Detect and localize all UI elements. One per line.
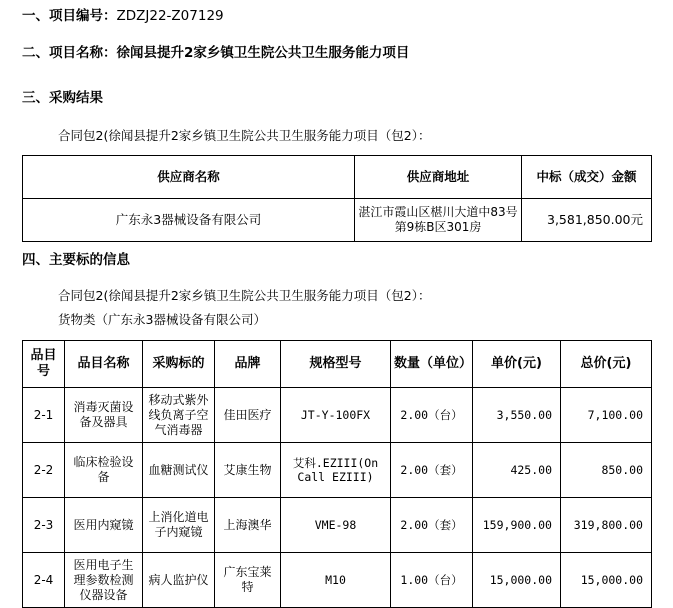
item-unit-price: 3,550.00 bbox=[473, 388, 561, 443]
item-quantity: 1.00（台） bbox=[391, 553, 473, 608]
item-model: JT-Y-100FX bbox=[281, 388, 391, 443]
award-amount-value: 3,581,850.00元 bbox=[522, 199, 652, 242]
col-quantity-unit: 数量（单位） bbox=[391, 341, 473, 388]
item-unit-price: 425.00 bbox=[473, 443, 561, 498]
supplier-table bbox=[22, 155, 652, 242]
col-supplier-address: 供应商地址 bbox=[355, 156, 522, 199]
contract-package-line-1: 合同包2(徐闻县提升2家乡镇卫生院公共卫生服务能力项目（包2）： bbox=[58, 128, 431, 143]
goods-category-line: 货物类（广东永3器械设备有限公司） bbox=[58, 312, 266, 327]
col-unit-price: 单价(元) bbox=[473, 341, 561, 388]
table-header-row bbox=[23, 341, 652, 388]
project-number-value: ZDZJ22-Z07129 bbox=[116, 8, 224, 24]
item-total-price: 7,100.00 bbox=[561, 388, 652, 443]
items-table bbox=[22, 340, 652, 608]
table-row bbox=[23, 553, 652, 608]
supplier-address-value: 湛江市霞山区椹川大道中83号第9栋B区301房 bbox=[355, 199, 522, 242]
item-no: 2-3 bbox=[23, 498, 65, 553]
item-model: VME-98 bbox=[281, 498, 391, 553]
section-project-number bbox=[22, 8, 224, 24]
col-item-category: 品目名称 bbox=[65, 341, 143, 388]
item-total-price: 850.00 bbox=[561, 443, 652, 498]
contract-package-line-2: 合同包2(徐闻县提升2家乡镇卫生院公共卫生服务能力项目（包2）： bbox=[58, 288, 431, 303]
table-row bbox=[23, 199, 652, 242]
item-category: 临床检验设备 bbox=[65, 443, 143, 498]
item-model: 艾科.EZIII(On Call EZIII) bbox=[281, 443, 391, 498]
supplier-name-value: 广东永3器械设备有限公司 bbox=[23, 199, 355, 242]
item-model: M10 bbox=[281, 553, 391, 608]
section-2-label: 二、项目名称： bbox=[22, 45, 117, 61]
item-total-price: 15,000.00 bbox=[561, 553, 652, 608]
item-no: 2-2 bbox=[23, 443, 65, 498]
item-brand: 佳田医疗 bbox=[215, 388, 281, 443]
item-no: 2-1 bbox=[23, 388, 65, 443]
item-subject: 上消化道电子内窥镜 bbox=[143, 498, 215, 553]
item-brand: 艾康生物 bbox=[215, 443, 281, 498]
col-procurement-subject: 采购标的 bbox=[143, 341, 215, 388]
col-item-no: 品目号 bbox=[23, 341, 65, 388]
item-subject: 移动式紫外线负离子空气消毒器 bbox=[143, 388, 215, 443]
col-model: 规格型号 bbox=[281, 341, 391, 388]
item-subject: 血糖测试仪 bbox=[143, 443, 215, 498]
item-quantity: 2.00（套） bbox=[391, 443, 473, 498]
section-project-name bbox=[22, 45, 409, 61]
section-main-subject-info bbox=[22, 252, 130, 268]
item-category: 医用电子生理参数检测仪器设备 bbox=[65, 553, 143, 608]
section-1-label: 一、项目编号： bbox=[22, 8, 117, 24]
section-4-label: 四、主要标的信息 bbox=[22, 252, 130, 268]
item-unit-price: 15,000.00 bbox=[473, 553, 561, 608]
table-row bbox=[23, 498, 652, 553]
item-quantity: 2.00（套） bbox=[391, 498, 473, 553]
table-header-row bbox=[23, 156, 652, 199]
item-brand: 广东宝莱特 bbox=[215, 553, 281, 608]
section-procurement-result bbox=[22, 90, 103, 106]
col-total-price: 总价(元) bbox=[561, 341, 652, 388]
col-award-amount: 中标（成交）金额 bbox=[522, 156, 652, 199]
item-total-price: 319,800.00 bbox=[561, 498, 652, 553]
col-brand: 品牌 bbox=[215, 341, 281, 388]
table-row bbox=[23, 388, 652, 443]
item-unit-price: 159,900.00 bbox=[473, 498, 561, 553]
section-3-label: 三、采购结果 bbox=[22, 90, 103, 106]
item-subject: 病人监护仪 bbox=[143, 553, 215, 608]
item-no: 2-4 bbox=[23, 553, 65, 608]
item-category: 医用内窥镜 bbox=[65, 498, 143, 553]
project-name-value: 徐闻县提升2家乡镇卫生院公共卫生服务能力项目 bbox=[116, 45, 410, 61]
col-supplier-name: 供应商名称 bbox=[23, 156, 355, 199]
item-brand: 上海澳华 bbox=[215, 498, 281, 553]
item-quantity: 2.00（台） bbox=[391, 388, 473, 443]
table-row bbox=[23, 443, 652, 498]
item-category: 消毒灭菌设备及器具 bbox=[65, 388, 143, 443]
